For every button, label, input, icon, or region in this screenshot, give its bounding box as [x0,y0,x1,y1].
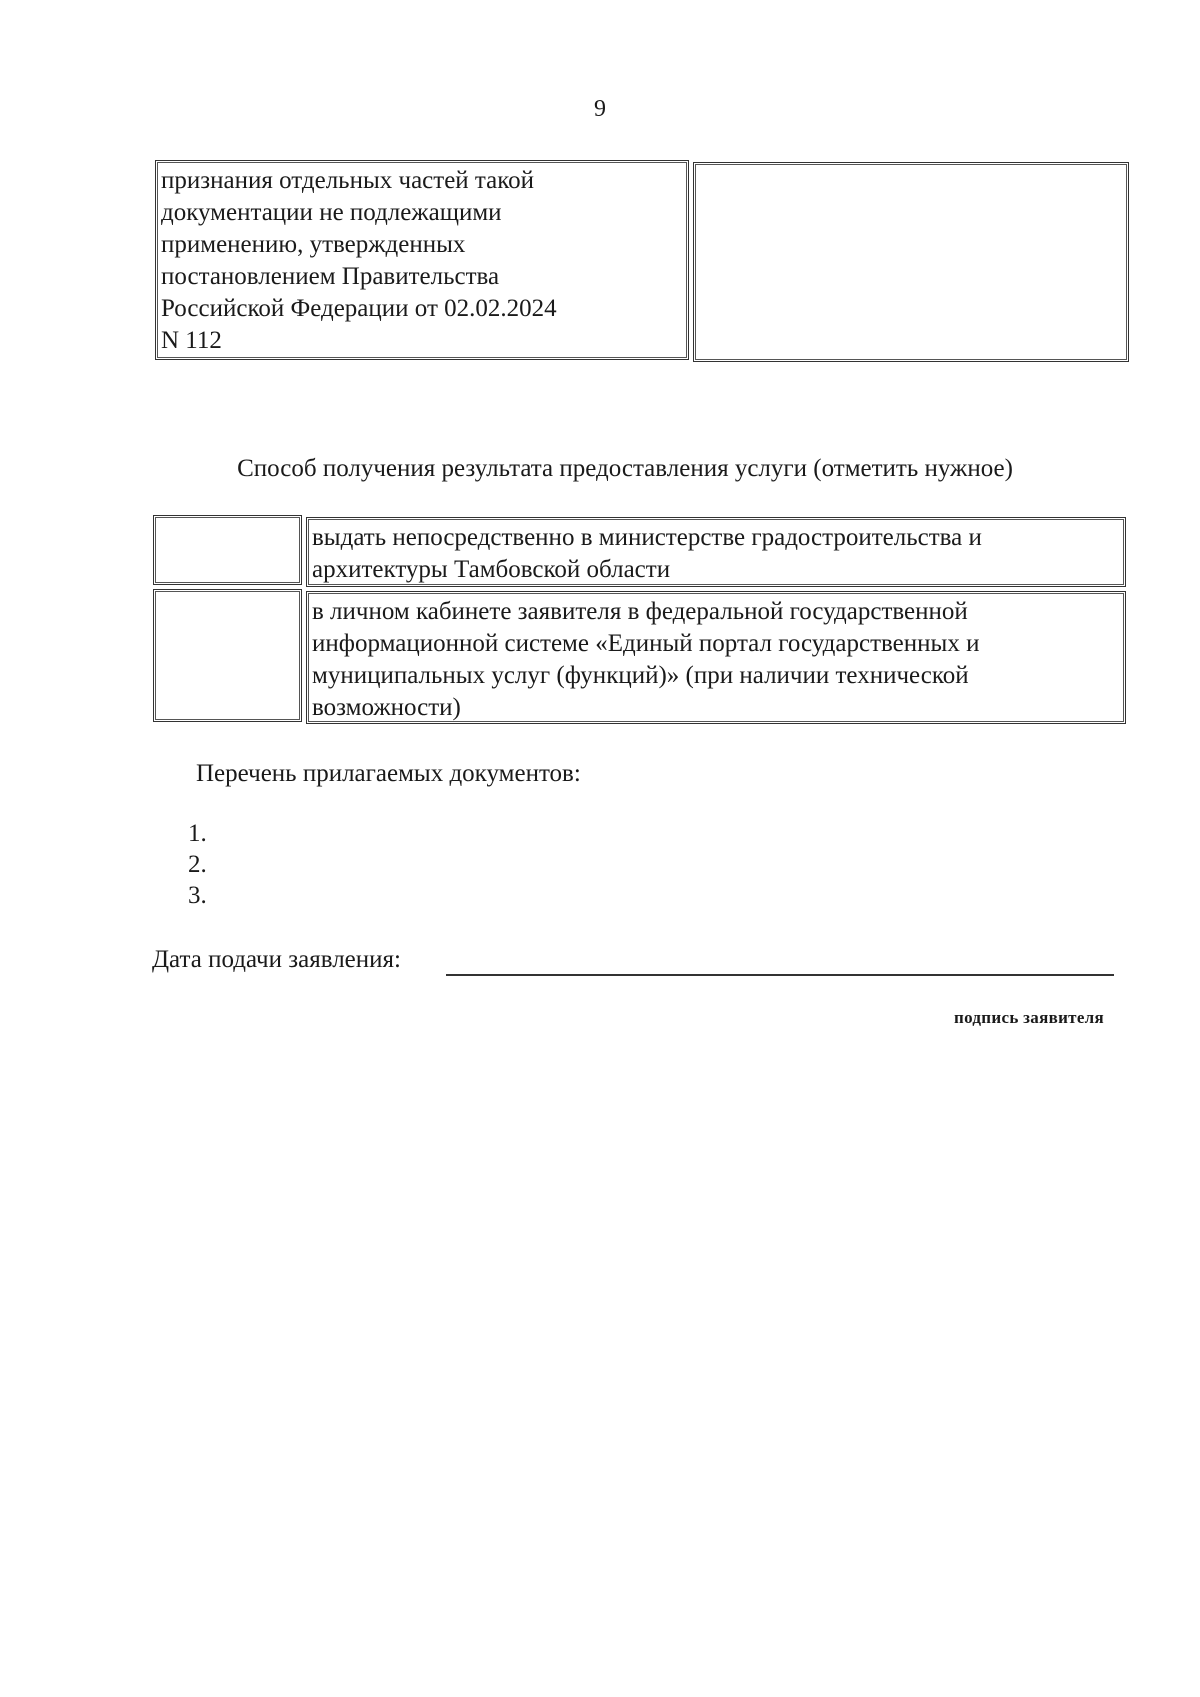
attached-document-item: 1. [188,820,207,847]
option-label-line: информационной системе «Единый портал государственных и [312,630,980,657]
signature-caption: подпись заявителя [954,1008,1105,1027]
option-label-line: муниципальных услуг (функций)» (при наличии технической [312,662,969,689]
legal-reference-empty-cell [693,162,1129,362]
option-checkbox-office[interactable] [153,515,302,585]
attached-documents-heading: Перечень прилагаемых документов: [196,760,581,787]
legal-reference-line: N 112 [161,327,222,354]
legal-reference-line: применению, утвержденных [161,231,466,258]
legal-reference-cell [155,160,689,360]
legal-reference-line: постановлением Правительства [161,263,500,290]
attached-document-item: 3. [188,882,207,909]
submission-date-label: Дата подачи заявления: [152,946,401,973]
page-number: 9 [594,96,606,122]
submission-date-field[interactable] [446,974,1114,976]
legal-reference-line: Российской Федерации от 02.02.2024 [161,295,557,322]
legal-reference-line: документации не подлежащими [161,199,502,226]
option-label-portal [306,591,1126,724]
result-method-heading: Способ получения результата предоставления услуги (отметить нужное) [237,455,1013,482]
option-label-office [306,517,1126,587]
legal-reference-text [156,161,688,357]
option-checkbox-portal[interactable] [153,589,302,722]
option-label-line: архитектуры Тамбовской области [312,556,671,583]
option-label-line: возможности) [312,694,461,721]
option-label-line: выдать непосредственно в министерстве градостроительства и [312,524,982,551]
option-label-line: в личном кабинете заявителя в федеральной государственной [312,598,968,625]
attached-documents-list [188,818,207,911]
legal-reference-line: признания отдельных частей такой [161,167,534,194]
attached-document-item: 2. [188,851,207,878]
